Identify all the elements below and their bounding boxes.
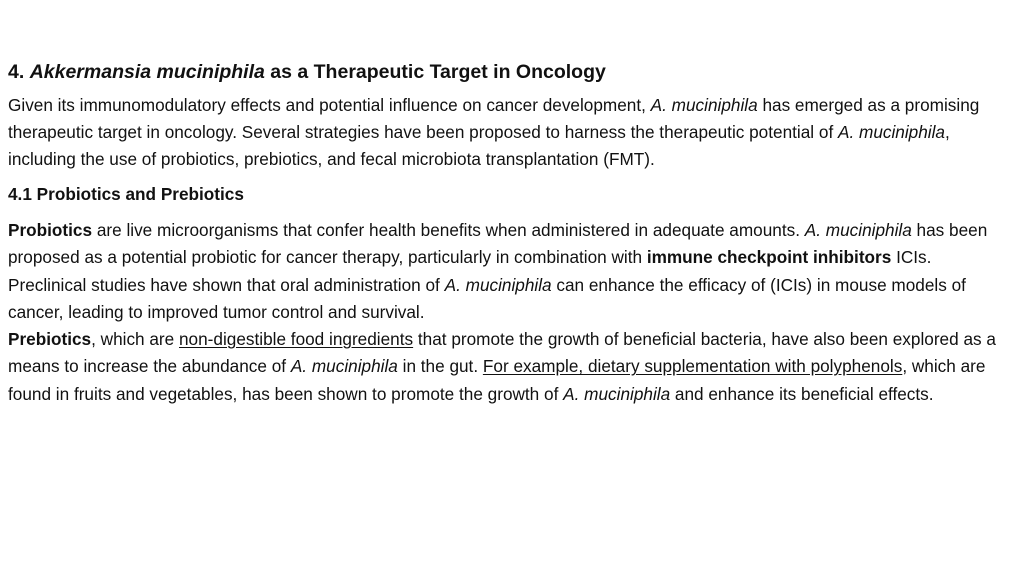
heading-number: 4. — [8, 61, 30, 83]
body-text-1: are live microorganisms that confer health benefits when administered in adequate amounts. — [92, 220, 805, 240]
probiotics-paragraph — [8, 217, 1012, 408]
body-text-8: , which are found in fruits and vegetables, has been shown to promote the growth of — [8, 356, 986, 404]
body-text-9: and enhance its beneficial effects. — [670, 383, 934, 404]
prebiotics-term: Prebiotics — [8, 329, 92, 350]
intro-text-1: Given its immunomodulatory effects and potential influence on cancer development, — [8, 95, 651, 115]
intro-species-1: A. muciniphila — [650, 95, 758, 115]
body-text-5: , which are — [91, 329, 179, 350]
body-text-4: can enhance the efficacy of (ICIs) in mouse models of cancer, leading to improved tumor control and survival. — [8, 274, 966, 322]
body-text-3: ICIs. Preclinical studies have shown that oral administration of — [8, 247, 932, 295]
body-species-1: A. muciniphila — [804, 220, 912, 240]
underlined-phrase-2: For example, dietary supplementation with polyphenols — [482, 356, 903, 377]
slide-content — [8, 58, 1012, 408]
body-species-2: A. muciniphila — [444, 274, 552, 295]
body-text-2: has been proposed as a potential probiotic for cancer therapy, particularly in combination with — [8, 220, 988, 268]
section-heading — [8, 58, 1012, 86]
intro-text-2: has emerged as a promising therapeutic target in oncology. Several strategies have been proposed to harness the therapeutic potential of — [8, 95, 980, 142]
intro-paragraph — [8, 92, 1012, 173]
probiotics-term: Probiotics — [8, 220, 93, 240]
subsection-heading: 4.1 Probiotics and Prebiotics — [8, 184, 244, 204]
heading-species: Akkermansia muciniphila — [29, 61, 265, 83]
underlined-phrase-1: non-digestible food ingredients — [179, 329, 414, 350]
body-text-7: in the gut. — [397, 356, 483, 377]
body-species-4: A. muciniphila — [563, 383, 671, 404]
ici-term: immune checkpoint inhibitors — [646, 247, 892, 268]
heading-rest: as a Therapeutic Target in Oncology — [264, 61, 606, 83]
body-text-6: that promote the growth of beneficial bacteria, have also been explored as a means to increase the abundance of — [8, 329, 996, 377]
intro-species-2: A. muciniphila — [838, 122, 945, 142]
body-species-3: A. muciniphila — [290, 356, 398, 377]
intro-text-3: , including the use of probiotics, prebiotics, and fecal microbiota transplantation (FMT). — [8, 122, 950, 169]
